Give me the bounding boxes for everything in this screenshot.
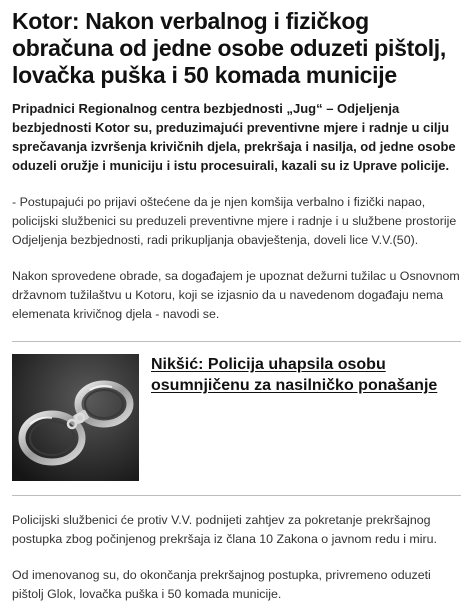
related-article-title-link[interactable]: Nikšić: Policija uhapsila osobu osumnjičenu za nasilničko ponašanje bbox=[151, 356, 438, 394]
article-headline: Kotor: Nakon verbalnog i fizičkog obračuna od jedne osobe oduzeti pištolj, lovačka puška i 50 komada municije bbox=[12, 8, 446, 88]
article-paragraph-4: Od imenovanog su, do okončanja prekršajnog postupka, privremeno oduzeti pištolj Glok, lovačka puška i 50 komada municije. bbox=[12, 568, 431, 601]
article-lead: Pripadnici Regionalnog centra bezbjednosti „Jug“ – Odjeljenja bezbjednosti Kotor su, preduzimajući preventivne mjere i radnje u cilju sprečavanja izvršenja krivičnih djela, prekršaja i nasilja, od jedne osobe oduzeli oružje i municiju i istu procesuirali, kazali su iz Uprave policije. bbox=[12, 101, 456, 173]
related-article[interactable] bbox=[12, 341, 461, 496]
handcuffs-icon bbox=[12, 354, 139, 481]
related-article-thumbnail[interactable] bbox=[12, 354, 139, 481]
article-paragraph-1: - Postupajući po prijavi oštećene da je njen komšija verbalno i fizički napao, policijski službenici su preduzeli preventivne mjere i radnje i u službene prostorije Odjeljenja bezbjednosti, radi prikupljanja obavještenja, doveli lice V.V.(50). bbox=[12, 195, 457, 247]
article-paragraph-2: Nakon sprovedene obrade, sa događajem je upoznat dežurni tužilac u Osnovnom državnom tužilaštvu u Kotoru, koji se izjasnio da u navedenom događaju nema elemenata krivičnog djela - navodi se. bbox=[12, 269, 460, 321]
article-paragraph-3: Policijski službenici će protiv V.V. podnijeti zahtjev za pokretanje prekršajnog postupka zbog počinjenog prekršaja iz člana 10 Zakona o javnom redu i miru. bbox=[12, 513, 437, 546]
